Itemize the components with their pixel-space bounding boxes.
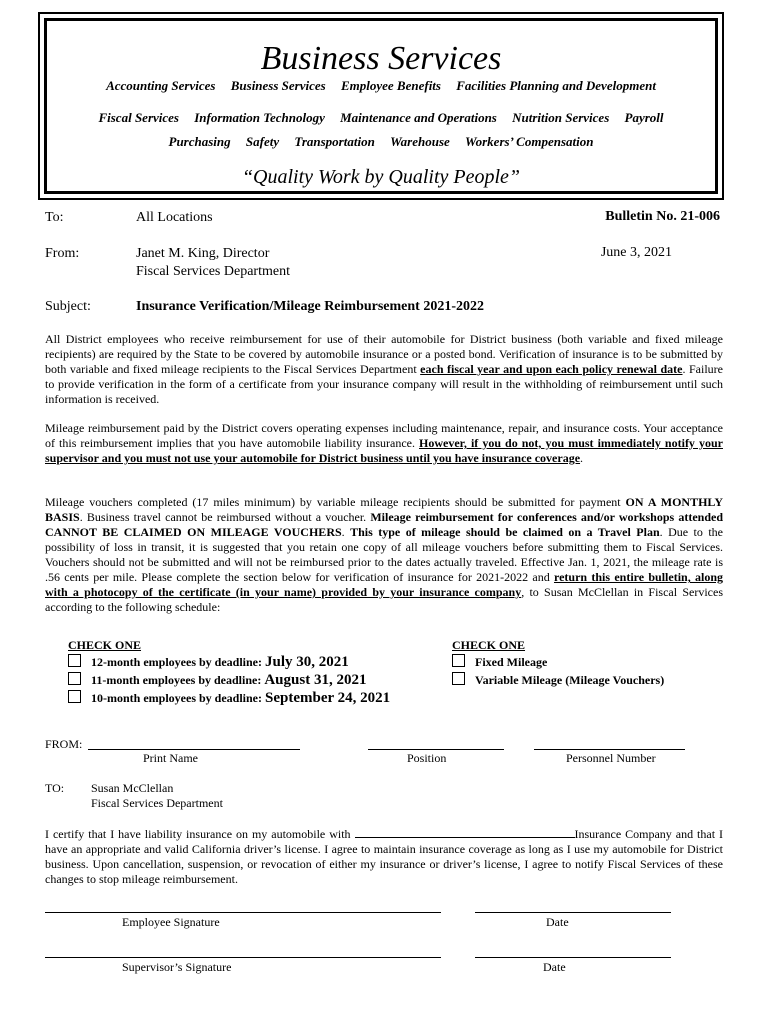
from-label: From: bbox=[45, 246, 80, 261]
dept-maintenance: Maintenance and Operations bbox=[340, 110, 497, 125]
dept-payroll: Payroll bbox=[624, 110, 664, 125]
checkbox-fixed-mileage[interactable] bbox=[452, 654, 465, 667]
from-name: Janet M. King, Director bbox=[136, 246, 270, 261]
form-to-dept: Fiscal Services Department bbox=[91, 796, 223, 810]
dept-transportation: Transportation bbox=[294, 134, 375, 149]
bulletin-number: Bulletin No. 21-006 bbox=[605, 209, 720, 224]
motto: “Quality Work by Quality People” bbox=[241, 166, 521, 188]
deadline-10-month: 10-month employees by deadline: September 24, 2021 bbox=[68, 690, 390, 707]
position-caption: Position bbox=[407, 751, 447, 765]
letterhead-box bbox=[38, 12, 724, 200]
dept-nutrition: Nutrition Services bbox=[512, 110, 610, 125]
form-to-name: Susan McClellan bbox=[91, 781, 174, 795]
department-row-2 bbox=[40, 110, 722, 126]
supervisor-date-line[interactable] bbox=[475, 957, 671, 958]
paragraph-mileage-reimbursement: Mileage reimbursement paid by the District covers operating expenses including maintenance, repair, and insurance costs. Your acceptance of this reimbursement implies that you have automobile liability insurance. However, if you do not, you must immediately notify your supervisor and you must not use your automobile for District business until you have insurance coverage. bbox=[45, 421, 723, 465]
checkbox-12-month[interactable] bbox=[68, 654, 81, 667]
dept-purchasing: Purchasing bbox=[168, 134, 231, 149]
to-value: All Locations bbox=[136, 210, 213, 225]
dept-facilities: Facilities Planning and Development bbox=[456, 78, 656, 93]
subject-value: Insurance Verification/Mileage Reimbursement 2021-2022 bbox=[136, 299, 485, 314]
deadline-11-month: 11-month employees by deadline: August 31, 2021 bbox=[68, 672, 366, 689]
print-name-line[interactable] bbox=[88, 749, 300, 750]
paragraph-insurance-verification: All District employees who receive reimbursement for use of their automobile for District business (both variable and fixed mileage recipients) are required by the State to be covered by automobile insurance or a posted bond. Verification of insurance is to be submitted by both variable and fixed mileage recipients to the Fiscal Services Department each fiscal year and upon each policy renewal date. Failure to provide verification in the form of a certificate from your insurance company will result in the withholding of reimbursement until such information is received. bbox=[45, 332, 723, 406]
print-name-caption: Print Name bbox=[143, 751, 198, 765]
check-one-left-heading: CHECK ONE bbox=[68, 638, 142, 652]
to-label: To: bbox=[45, 210, 64, 225]
dept-workers-comp: Workers’ Compensation bbox=[465, 134, 594, 149]
certification-paragraph: I certify that I have liability insurance on my automobile with Insurance Company and that I have an appropriate and valid California driver’s license. I agree to maintain insurance coverage as long as I use my automobile for District business. Upon cancellation, suspension, or revocation of either my insurance or driver’s license, I agree to notify Fiscal Services of these changes to stop mileage reimbursement. bbox=[45, 827, 723, 886]
personnel-number-line[interactable] bbox=[534, 749, 685, 750]
variable-mileage-option: Variable Mileage (Mileage Vouchers) bbox=[452, 672, 664, 688]
check-one-right-heading: CHECK ONE bbox=[452, 638, 526, 652]
letterhead-title: Business Services bbox=[260, 40, 502, 77]
department-row-1 bbox=[40, 78, 722, 94]
department-row-3 bbox=[40, 134, 722, 150]
paragraph-mileage-vouchers: Mileage vouchers completed (17 miles minimum) by variable mileage recipients should be submitted for payment ON A MONTHLY BASIS. Business travel cannot be reimbursed without a voucher. Mileage reimbursement for conferences and/or workshops attended CANNOT BE CLAIMED ON MILEAGE VOUCHERS. This type of mileage should be claimed on a Travel Plan. Due to the possibility of loss in transit, it is suggested that you retain one copy of all mileage vouchers before submitting them to Fiscal Services. Vouchers should not be submitted and will not be reimbursed prior to the dates actually traveled. Effective Jan. 1, 2021, the mileage rate is .56 cents per mile. Please complete the section below for verification of insurance for 2021-2022 and return this entire bulletin, along with a photocopy of the certificate (in your name) provided by your insurance company, to Susan McClellan in Fiscal Services according to the following schedule: bbox=[45, 495, 724, 614]
supervisor-signature-line[interactable] bbox=[45, 957, 441, 958]
supervisor-signature-caption: Supervisor’s Signature bbox=[122, 960, 232, 974]
dept-warehouse: Warehouse bbox=[390, 134, 450, 149]
employee-date-caption: Date bbox=[546, 915, 569, 929]
dept-accounting: Accounting Services bbox=[106, 78, 216, 93]
employee-signature-caption: Employee Signature bbox=[122, 915, 220, 929]
employee-date-line[interactable] bbox=[475, 912, 671, 913]
checkbox-variable-mileage[interactable] bbox=[452, 672, 465, 685]
checkbox-11-month[interactable] bbox=[68, 672, 81, 685]
form-to-label: TO: bbox=[45, 781, 65, 795]
dept-employee-benefits: Employee Benefits bbox=[340, 78, 441, 93]
dept-fiscal: Fiscal Services bbox=[98, 110, 179, 125]
employee-signature-line[interactable] bbox=[45, 912, 441, 913]
dept-it: Information Technology bbox=[194, 110, 325, 125]
dept-business-services: Business Services bbox=[230, 78, 326, 93]
deadline-12-month: 12-month employees by deadline: July 30, 2021 bbox=[68, 654, 349, 671]
memo-date: June 3, 2021 bbox=[600, 245, 672, 260]
position-line[interactable] bbox=[368, 749, 504, 750]
dept-safety: Safety bbox=[245, 134, 280, 149]
form-from-label: FROM: bbox=[45, 737, 83, 751]
insurance-company-blank[interactable] bbox=[355, 826, 575, 838]
checkbox-10-month[interactable] bbox=[68, 690, 81, 703]
supervisor-date-caption: Date bbox=[543, 960, 566, 974]
from-department: Fiscal Services Department bbox=[136, 264, 290, 279]
subject-label: Subject: bbox=[45, 299, 91, 314]
personnel-number-caption: Personnel Number bbox=[566, 751, 656, 765]
fixed-mileage-option: Fixed Mileage bbox=[452, 654, 547, 670]
